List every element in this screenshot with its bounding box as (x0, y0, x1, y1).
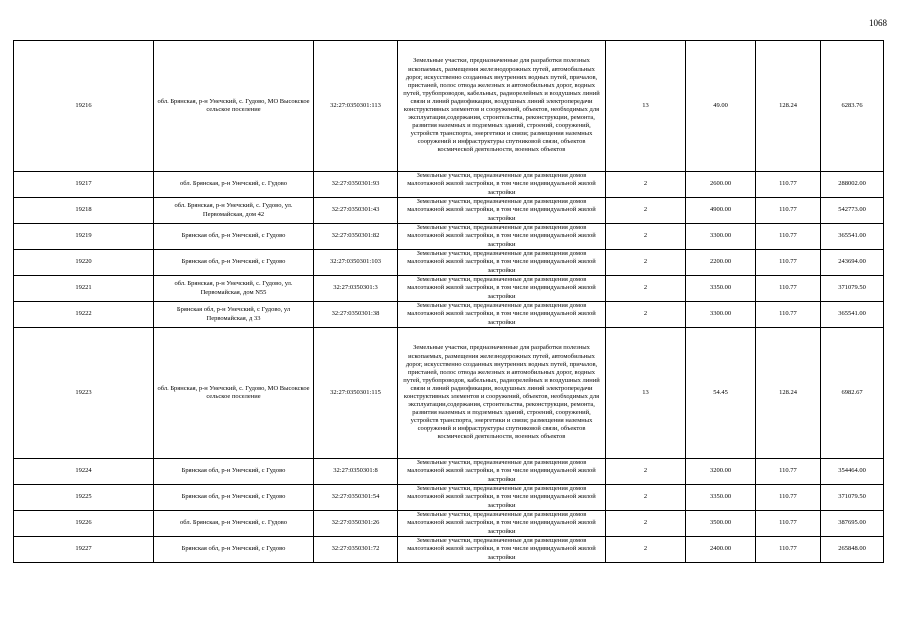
specific-value-cell: 110.77 (756, 276, 821, 302)
use-group-cell: 2 (606, 537, 686, 563)
cadastral-value-cell: 265848.00 (821, 537, 884, 563)
cadastral-value-cell: 371079.50 (821, 485, 884, 511)
address-cell: Брянская обл, р-н Унечский, с Гудово, ул Первомайская, д 33 (154, 302, 314, 328)
cadastral-number-cell: 32:27:0350301:26 (314, 511, 398, 537)
use-group-cell: 2 (606, 485, 686, 511)
cadastral-number-cell: 32:27:0350301:43 (314, 198, 398, 224)
land-use-cell: Земельные участки, предназначенные для размещения домов малоэтажной жилой застройки, в том числе индивидуальной жилой застройки (398, 302, 606, 328)
row-number: 19226 (14, 511, 154, 537)
table-row (14, 302, 884, 328)
row-number: 19218 (14, 198, 154, 224)
cadastral-value-cell: 542773.00 (821, 198, 884, 224)
specific-value-cell: 110.77 (756, 537, 821, 563)
cadastral-number-cell: 32:27:0350301:82 (314, 224, 398, 250)
address-cell: Брянская обл, р-н Унечский, с Гудово (154, 224, 314, 250)
table-row (14, 172, 884, 198)
area-cell: 3500.00 (686, 511, 756, 537)
cadastral-number-cell: 32:27:0350301:93 (314, 172, 398, 198)
specific-value-cell: 110.77 (756, 459, 821, 485)
address-cell: обл. Брянская, р-н Унечский, с. Гудово (154, 172, 314, 198)
area-cell: 3300.00 (686, 302, 756, 328)
land-use-cell: Земельные участки, предназначенные для размещения домов малоэтажной жилой застройки, в том числе индивидуальной жилой застройки (398, 224, 606, 250)
row-number: 19224 (14, 459, 154, 485)
cadastral-number-cell: 32:27:0350301:113 (314, 41, 398, 172)
table-row (14, 250, 884, 276)
area-cell: 2600.00 (686, 172, 756, 198)
table-row (14, 224, 884, 250)
land-use-cell: Земельные участки, предназначенные для размещения домов малоэтажной жилой застройки, в том числе индивидуальной жилой застройки (398, 276, 606, 302)
use-group-cell: 2 (606, 198, 686, 224)
cadastral-number-cell: 32:27:0350301:3 (314, 276, 398, 302)
land-use-cell: Земельные участки, предназначенные для размещения домов малоэтажной жилой застройки, в том числе индивидуальной жилой застройки (398, 459, 606, 485)
specific-value-cell: 110.77 (756, 250, 821, 276)
row-number: 19222 (14, 302, 154, 328)
page-number: 1068 (869, 18, 887, 28)
area-cell: 3350.00 (686, 485, 756, 511)
use-group-cell: 2 (606, 276, 686, 302)
row-number: 19219 (14, 224, 154, 250)
land-use-cell: Земельные участки, предназначенные для размещения домов малоэтажной жилой застройки, в том числе индивидуальной жилой застройки (398, 198, 606, 224)
land-use-cell: Земельные участки, предназначенные для размещения домов малоэтажной жилой застройки, в том числе индивидуальной жилой застройки (398, 485, 606, 511)
cadastral-value-cell: 6982.67 (821, 328, 884, 459)
table-row (14, 198, 884, 224)
cadastral-number-cell: 32:27:0350301:8 (314, 459, 398, 485)
address-cell: Брянская обл, р-н Унечский, с Гудово (154, 459, 314, 485)
cadastral-number-cell: 32:27:0350301:54 (314, 485, 398, 511)
row-number: 19216 (14, 41, 154, 172)
cadastral-value-cell: 243694.00 (821, 250, 884, 276)
table-body (14, 41, 884, 563)
cadastral-value-cell: 365541.00 (821, 224, 884, 250)
row-number: 19223 (14, 328, 154, 459)
use-group-cell: 2 (606, 302, 686, 328)
area-cell: 54.45 (686, 328, 756, 459)
row-number: 19220 (14, 250, 154, 276)
use-group-cell: 2 (606, 250, 686, 276)
cadastral-number-cell: 32:27:0350301:72 (314, 537, 398, 563)
table-row (14, 537, 884, 563)
address-cell: обл. Брянская, р-н Унечский, с. Гудово (154, 511, 314, 537)
table-row (14, 41, 884, 172)
address-cell: Брянская обл, р-н Унечский, с Гудово (154, 537, 314, 563)
cadastral-value-cell: 387695.00 (821, 511, 884, 537)
area-cell: 3300.00 (686, 224, 756, 250)
area-cell: 2200.00 (686, 250, 756, 276)
specific-value-cell: 128.24 (756, 41, 821, 172)
use-group-cell: 2 (606, 172, 686, 198)
use-group-cell: 13 (606, 328, 686, 459)
land-use-cell: Земельные участки, предназначенные для размещения домов малоэтажной жилой застройки, в том числе индивидуальной жилой застройки (398, 172, 606, 198)
cadastral-value-cell: 288002.00 (821, 172, 884, 198)
address-cell: обл. Брянская, р-н Унечский, с. Гудово, ул. Первомайская, дом N55 (154, 276, 314, 302)
address-cell: обл. Брянская, р-н Унечский, с. Гудово, ул. Первомайская, дом 42 (154, 198, 314, 224)
table-row (14, 511, 884, 537)
row-number: 19225 (14, 485, 154, 511)
address-cell: Брянская обл, р-н Унечский, с Гудово (154, 485, 314, 511)
table-row (14, 276, 884, 302)
table-row (14, 459, 884, 485)
use-group-cell: 2 (606, 459, 686, 485)
land-use-cell: Земельные участки, предназначенные для размещения домов малоэтажной жилой застройки, в том числе индивидуальной жилой застройки (398, 250, 606, 276)
land-use-cell: Земельные участки, предназначенные для разработки полезных ископаемых, размещения железнодорожных путей, автомобильных дорог, искусственно созданных внутренних водных путей, причалов, пристаней, полос отвода железных и автомобильных дорог, водных путей, трубопроводов, кабельных, радиорелейных и воздушных линий связи и линий радиофикации, воздушных линий электропередачи конструктивных элементов и сооружений, объектов, необходимых для эксплуатации,содержания, строительства, реконструкции, ремонта, развития наземных и подземных зданий, строений, сооружений, устройств транспорта, энергетики и связи; размещения наземных сооружений и инфраструктуры спутниковой связи, объектов космической деятельности, военных объектов (398, 328, 606, 459)
specific-value-cell: 110.77 (756, 511, 821, 537)
table-row (14, 485, 884, 511)
row-number: 19227 (14, 537, 154, 563)
cadastral-number-cell: 32:27:0350301:115 (314, 328, 398, 459)
specific-value-cell: 110.77 (756, 172, 821, 198)
cadastral-number-cell: 32:27:0350301:38 (314, 302, 398, 328)
address-cell: обл. Брянская, р-н Унечский, с. Гудово, МО Высокское сельское поселение (154, 41, 314, 172)
cadastral-value-table (13, 40, 884, 563)
specific-value-cell: 110.77 (756, 485, 821, 511)
specific-value-cell: 110.77 (756, 198, 821, 224)
cadastral-value-cell: 354464.00 (821, 459, 884, 485)
cadastral-value-cell: 371079.50 (821, 276, 884, 302)
specific-value-cell: 128.24 (756, 328, 821, 459)
address-cell: обл. Брянская, р-н Унечский, с. Гудово, МО Высокское сельское поселение (154, 328, 314, 459)
area-cell: 2400.00 (686, 537, 756, 563)
address-cell: Брянская обл, р-н Унечский, с Гудово (154, 250, 314, 276)
use-group-cell: 13 (606, 41, 686, 172)
specific-value-cell: 110.77 (756, 224, 821, 250)
area-cell: 49.00 (686, 41, 756, 172)
area-cell: 4900.00 (686, 198, 756, 224)
land-use-cell: Земельные участки, предназначенные для размещения домов малоэтажной жилой застройки, в том числе индивидуальной жилой застройки (398, 511, 606, 537)
area-cell: 3350.00 (686, 276, 756, 302)
land-use-cell: Земельные участки, предназначенные для размещения домов малоэтажной жилой застройки, в том числе индивидуальной жилой застройки (398, 537, 606, 563)
land-use-cell: Земельные участки, предназначенные для разработки полезных ископаемых, размещения железнодорожных путей, автомобильных дорог, искусственно созданных внутренних водных путей, причалов, пристаней, полос отвода железных и автомобильных дорог, водных путей, трубопроводов, кабельных, радиорелейных и воздушных линий связи и линий радиофикации, воздушных линий электропередачи конструктивных элементов и сооружений, объектов, необходимых для эксплуатации,содержания, строительства, реконструкции, ремонта, развития наземных и подземных зданий, строений, сооружений, устройств транспорта, энергетики и связи; размещения наземных сооружений и инфраструктуры спутниковой связи, объектов космической деятельности, военных объектов (398, 41, 606, 172)
area-cell: 3200.00 (686, 459, 756, 485)
use-group-cell: 2 (606, 224, 686, 250)
row-number: 19221 (14, 276, 154, 302)
cadastral-number-cell: 32:27:0350301:103 (314, 250, 398, 276)
row-number: 19217 (14, 172, 154, 198)
table-row (14, 328, 884, 459)
use-group-cell: 2 (606, 511, 686, 537)
specific-value-cell: 110.77 (756, 302, 821, 328)
cadastral-value-cell: 365541.00 (821, 302, 884, 328)
cadastral-value-cell: 6283.76 (821, 41, 884, 172)
